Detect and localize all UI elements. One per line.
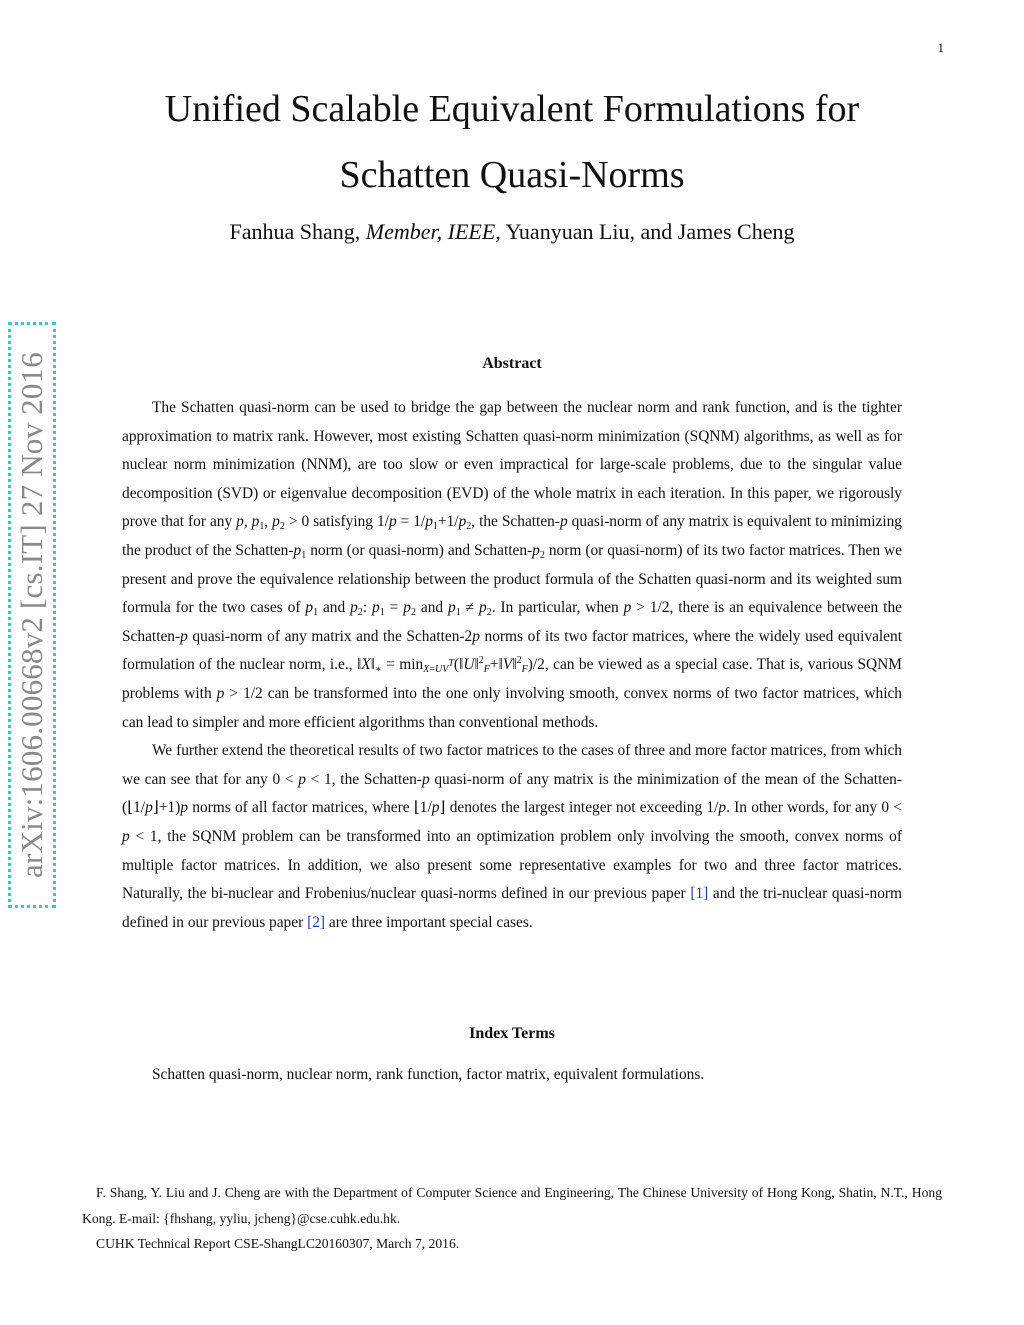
arxiv-identifier[interactable]: arXiv:1606.00668v2 [cs.IT] 27 Nov 2016	[14, 352, 49, 878]
abstract-heading: Abstract	[482, 355, 542, 372]
author-list	[100, 219, 924, 245]
index-terms-heading: Index Terms	[469, 1025, 555, 1042]
coauthor-names: Yuanyuan Liu, and James Cheng	[505, 219, 795, 244]
index-terms-text: Schatten quasi-norm, nuclear norm, rank function, factor matrix, equivalent formulations.	[152, 1066, 705, 1083]
arxiv-stamp	[8, 322, 56, 908]
author-name: Fanhua Shang,	[229, 219, 361, 244]
page-number: 1	[937, 40, 944, 55]
title-line-1: Unified Scalable Equivalent Formulations for	[164, 88, 860, 130]
abstract-paragraph-2: We further extend the theoretical results of two factor matrices to the cases of three and more factor matrices, from which we can see that for any 0 < p < 1, the Schatten-p quasi-norm of any matrix is the minimization of the mean of the Schatten-(⌊1/p⌋+1)p norms of all factor matrices, where ⌊1/p⌋ denotes the largest integer not exceeding 1/p. In other words, for any 0 < p < 1, the SQNM problem can be transformed into an optimization problem only involving the smooth, convex norms of multiple factor matrices. In addition, we also present some representative examples for two and three factor matrices. Naturally, the bi-nuclear and Frobenius/nuclear quasi-norms defined in our previous paper [1] and the tri-nuclear quasi-norm defined in our previous paper [2] are three important special cases.	[122, 742, 903, 931]
abstract-body	[122, 394, 902, 937]
author-membership: Member, IEEE,	[365, 219, 501, 244]
paper-title	[100, 76, 924, 208]
citation-link-2[interactable]: [2]	[307, 913, 326, 931]
title-line-2: Schatten Quasi-Norms	[339, 154, 685, 196]
footnotes	[82, 1180, 942, 1257]
abstract-paragraph-1: The Schatten quasi-norm can be used to bridge the gap between the nuclear norm and rank function, and is the tighter approximation to matrix rank. However, most existing Schatten quasi-norm minimization (SQNM) algorithms, as well as for nuclear norm minimization (NNM), are too slow or even impractical for large-scale problems, due to the singular value decomposition (SVD) or eigenvalue decomposition (EVD) of the whole matrix in each iteration. In this paper, we rigorously prove that for any p, $p_1$, $p_2 > 0$ satisfying $1/p = 1/p_1+1/p_2$, the Schatten-p quasi-norm of any matrix is equivalent to minimizing the product of the Schatten-$p_1$ norm (or quasi-norm) and Schatten-$p_2$ norm (or quasi-norm) of its two factor matrices. Then we present and prove the equivalence relationship between the product formula of the Schatten quasi-norm and its weighted sum formula for the two cases of $p_1$ and $p_2$: $p_1 = p_2$ and $p_1 \ne p_2$. In particular, when p > 1/2, there is an equivalence between the Schatten-p quasi-norm of any matrix and the Schatten-2p norms of its two factor matrices, where the widely used equivalent formulation of the nuclear norm, i.e., $‖X‖_∗$ = $\min_{X=UV^T}(‖U‖^2_F+‖V‖^2_F)/2$, can be viewed as a special case. That is, various SQNM problems with p > 1/2 can be transformed into the one only involving smooth, convex norms of two factor matrices, which can lead to simpler and more efficient algorithms than conventional methods.	[122, 399, 902, 731]
citation-link-1[interactable]: [1]	[690, 885, 709, 903]
footnote-report: CUHK Technical Report CSE-ShangLC20160307, March 7, 2016.	[96, 1236, 460, 1251]
footnote-affiliation: F. Shang, Y. Liu and J. Cheng are with the Department of Computer Science and Engineering, The Chinese University of Hong Kong, Shatin, N.T., Hong Kong. E-mail: {fhshang, yyliu, jcheng}@cse.cuhk.edu.hk.	[82, 1185, 942, 1226]
